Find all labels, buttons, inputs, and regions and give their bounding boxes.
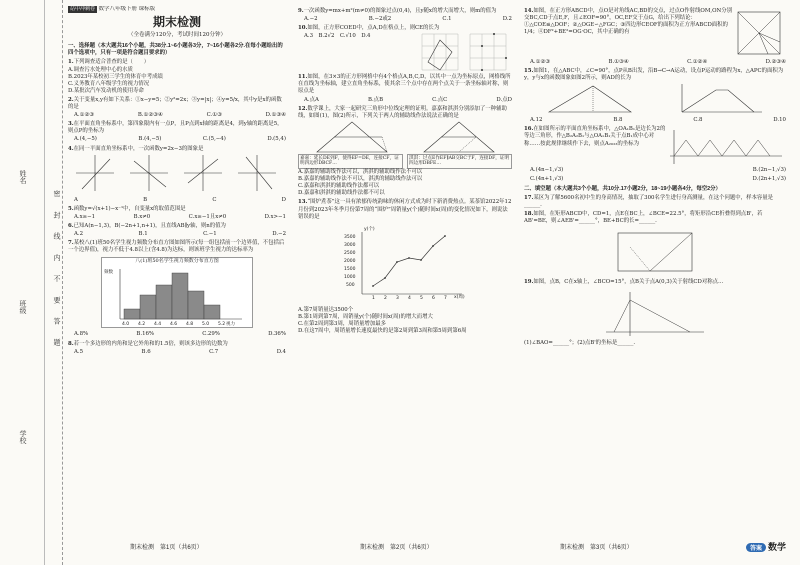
svg-text:2500: 2500 [344, 250, 356, 256]
question-13: 13.“围炉煮茶”这一具有浓郁传统韵味的休闲方式成为时下新消费热点。某茶馆2022年12月份到2023年冬季月份第7周的“围炉”周销量y(个)随时间x(周)的变化情况如下，则说法错误的是 [298, 199, 512, 220]
option: C.义务教育八年级学生的视力情况 [68, 80, 150, 87]
question-11: 11.如图，在3×3的正方形网格中有4个格点A,B,C,D，以其中一点为坐标原点，网格线所在直线为坐标轴，建立直角坐标系，使其余三个点中存在两个点关于一条坐标轴对称，则原点是 A.点A B.点B C.点C D.点D [298, 74, 512, 103]
svg-text:2000: 2000 [344, 258, 356, 264]
question-5: 5.函数y=√(x+1)−x⁻¹中，自变量x的取值范围是 A.x≥−1 B.x≠0 C.x≥−1且x≠0 D.x>−1 [68, 205, 286, 220]
svg-text:5: 5 [420, 295, 423, 301]
question-12: 12.数学课上，大家一起研究三角形中位线定理的证明。嘉嘉和淇淇分别添加了一种辅助线，如图(1)，图(2)所示，下列关于两人的辅助线作法说法正确的是 嘉嘉：延长DE到F，使得EF=DE，连接CF，证明四边形DBCF… 淇淇：过点E作EF∥AB交BC于F，连接DF，证明四边形DBFE… A.嘉嘉的辅助线作法可以，淇淇的辅助线作法不可以 B.嘉嘉的辅助线作法不可以，淇淇的辅助线作法可以 C.嘉嘉和淇淇的辅助线作法都可以 D.嘉嘉和淇淇的辅助线作法都不可以 [298, 106, 512, 198]
question-8: 8.若一个多边形的内角和是它外角和的1.5倍，则该多边形的边数为 A.5 B.6 C.7 D.4 [68, 340, 286, 355]
option: B.第1周到第7周，周销量y(个)随时间x(周)的增大而增大 [298, 313, 433, 320]
svg-text:4.2: 4.2 [138, 322, 146, 328]
figure-15-1 [545, 82, 635, 116]
figure-12-2 [414, 120, 504, 154]
question-14: 14.如图，在正方形ABCD中，点O是对角线AC,BD的交点，过点O作射线OM,ON分别交BC,CD于点E,F，且∠EOF=90°，OC,EF交于点G，给出下列结论：①△COE≌△DOF；②△OGE∽△FGC；③四边形CEOF的面积为正方形ABCD面积的1/4；④DF²+BE²=OG·OC，其中正确的有 A.①②③ B.①③④ C.①②④ D.②③④ [524, 8, 786, 65]
footer-page-1: 期末检测 第1页（共6页） [130, 545, 203, 551]
histogram-figure [101, 257, 253, 328]
line-chart-figure [330, 224, 480, 304]
q19-blanks: (1)∠BAO=______°；(2)点B'的坐标是______. [524, 340, 636, 347]
option: C.嘉嘉和淇淇的辅助线作法都可以 [298, 183, 380, 190]
line-chart [330, 224, 480, 304]
figure-15-2 [676, 82, 766, 116]
footer-page-2: 期末检测 第2页（共6页） [360, 545, 433, 551]
figure-19 [600, 288, 710, 338]
figure-16 [666, 126, 786, 166]
question-7: 7.某校八(1)班50名学生视力频数分布直方图如图所示(每一组包括前一个边界值，不包括后一个边界值)，视力不低于4.8以上(含4.8)为达标，则该班学生视力的达标率为 [68, 240, 285, 254]
question-18: 18.如图，在矩形ABCD中，CD=1，点E在BC上，∠BCE=22.5°，将矩形沿CE折叠得到点B'，若AB'=BE，则∠AEB'=______°，BE+BC的长=______. [524, 210, 763, 224]
svg-text:3500: 3500 [344, 234, 356, 240]
svg-text:6: 6 [432, 295, 435, 301]
option: A.调查污水处理中心的水质 [68, 66, 133, 73]
svg-text:1000: 1000 [344, 274, 356, 280]
svg-text:4.4: 4.4 [154, 322, 162, 328]
exam-meta: （全卷满分120分，考试时间120分钟） [128, 32, 226, 39]
option: D.在这7周中，周销量增长速度最快的是第2周到第3周和第5周到第6周 [298, 327, 467, 334]
footer-page-3: 期末检测 第3页（共6页） [560, 545, 633, 551]
question-15: 15.如图1，在△ABC中，∠C=90°，点P从B出发，沿B→C→A运动，设点P运动的路程为x，△APC的面积为y，y与x的函数图象如图2所示，则AD的长为 A.12 B.8 C.8 D.10 [524, 68, 786, 124]
class-label: 班级 [19, 300, 27, 314]
question-17: 17.某区为了解5600名初中生的身高情况，抽取了300名学生进行身高测量，在这个问题中，样本容量是______. [524, 194, 774, 208]
header-subject: 数学八年级下册 课标版 [98, 6, 156, 12]
question-19: 19.如图，点B，C在x轴上，∠BCO=15°，点B关于点A(0,3)关于射线CD对称点… [524, 279, 724, 286]
qiqi-method: 淇淇：过点E作EF∥AB交BC于F，连接DF，证明四边形DBFE… [407, 154, 512, 169]
svg-text:3000: 3000 [344, 242, 356, 248]
subject-logo [746, 540, 786, 553]
question-16: 16.在如图所示的平面直角坐标系中，△OA₁B₁是边长为2的等边三角形，作△B₂A₂B₁与△OA₁B₁关于点B₁成中心对称……按此规律继续作下去，则点A₂₀₂₃的坐标为 A.(4n−1,√3) B.(2n−1,√3) C.(4n+1,√3) D.(2n+1,√3) [524, 126, 786, 183]
question-10: 10.如图，正方形COED中，点A,D在格点上，则CE的长为 A.3 B.2√2 C.√10 D.4 [298, 25, 512, 72]
question-6: 6.已知A(n−1,3)，B(−2n+1,n+1)，且直线AB∥y轴，则n的值为 A.2 B.1 C.−1 D.−2 [68, 222, 286, 238]
binding-strip [0, 0, 63, 565]
svg-text:x(周): x(周) [454, 294, 465, 300]
page-3-column [524, 6, 786, 544]
svg-text:7: 7 [444, 295, 447, 301]
page-header [68, 6, 286, 13]
svg-text:3: 3 [396, 295, 399, 301]
question-2: 2.关于变量x,y有如下关系：①x−y=5；②y²=2x；③y=|x|；④y=5/x，其中y是x的函数的是 A.①②③ B.①②③④ C.①③ D.①③④ [68, 96, 286, 119]
svg-text:视力: 视力 [226, 322, 235, 328]
section-2-heading: 二、填空题（本大题共3个小题，共10分.17小题2分，18~19小题各4分，每空2分） [524, 185, 721, 192]
logo-subject: 数学 [767, 542, 786, 552]
q4-graph-options [68, 153, 286, 193]
question-4: 4.在同一平面直角坐标系中，一次函数y=2x−3的图象是 A B C D [68, 145, 286, 203]
svg-text:5.0: 5.0 [202, 322, 210, 328]
svg-text:4.6: 4.6 [170, 322, 178, 328]
svg-text:频数: 频数 [104, 270, 113, 276]
question-1: 1.下列调查适合普查的是（ ） A.调查污水处理中心的水质 B.2023年某校初三学生的体育中考成绩 C.义务教育八年级学生的视力情况 D.某批次汽车发动机的使用寿命 [68, 59, 286, 94]
logo-badge: 答案 [746, 543, 766, 552]
name-label: 姓名 [19, 170, 27, 184]
option: C.在第2周到第3周，周销量增加最多 [298, 320, 386, 327]
svg-text:4.8: 4.8 [186, 322, 194, 328]
figure-12-1 [307, 120, 397, 154]
page-title: 期末检测 [152, 15, 201, 30]
question-9: 9.一次函数y=mx+m²(m≠0)的图象过点(0,4)，且y随x的增大而增大，则m的值为 A.−2 B.−2或2 C.1 D.2 [298, 8, 512, 23]
option: A.嘉嘉的辅助线作法可以，淇淇的辅助线作法不可以 [298, 169, 423, 176]
seal-line [44, 0, 45, 565]
figure-14 [732, 8, 786, 58]
svg-text:y(个): y(个) [364, 226, 375, 232]
option: D.某批次汽车发动机的使用寿命 [68, 87, 144, 94]
header-tag: 站中冲刺卷 [70, 6, 96, 12]
option: D.嘉嘉和淇淇的辅助线作法都不可以 [298, 190, 385, 197]
svg-text:5.2: 5.2 [218, 322, 226, 328]
histogram [102, 265, 252, 327]
page-2-column [298, 6, 512, 544]
option: B.嘉嘉的辅助线作法不可以，淇淇的辅助线作法可以 [298, 176, 423, 183]
school-label: 学校 [19, 430, 27, 444]
svg-text:4: 4 [408, 295, 411, 301]
grid-figure-10 [420, 32, 466, 72]
svg-text:4.0: 4.0 [122, 322, 130, 328]
option: A.第7周销量达3500个 [298, 306, 354, 313]
section-1-heading: 一、选择题（本大题共16个小题，共38分.1~6小题各3分，7~16小题各2分.在每小题给出的四个选项中，只有一项是符合题目要求的） [68, 43, 283, 57]
question-3: 3.在平面直角坐标系中，第四象限内有一点P，且P点到x轴的距离是4，到y轴的距离是5，则点P的坐标为 A.(4,−5) B.(4,−5) C.(5,−4) D.(5,4) [68, 121, 286, 143]
histogram-title: 八(1)班50名学生视力频数分布直方图 [135, 258, 219, 265]
svg-text:2: 2 [384, 295, 387, 301]
option: B.2023年某校初三学生的体育中考成绩 [68, 73, 163, 80]
jiajia-method: 嘉嘉：延长DE到F，使得EF=DE，连接CF，证明四边形DBCF… [298, 154, 403, 169]
svg-text:500: 500 [346, 282, 355, 288]
grid-figure-11 [466, 32, 512, 72]
svg-text:1500: 1500 [344, 266, 356, 272]
svg-text:1: 1 [372, 295, 375, 301]
figure-18 [610, 227, 700, 277]
page-1-column: 站中冲刺卷 数学八年级下册 课标版 期末检测 （全卷满分120分，考试时间120分钟） 一、选择题（本大题共16个小题，共38分.1~6小题各3分，7~16小题各2分.在每小题给出的四个选项中，只有一项是符合题目要求的） 1.下列调查适合普查的是（ ） A.调查污水处理中心的水质 B.2023年某校初三学生的体育中考成绩 C.义务教育八年级学生的视力情况 D.某批次汽车发动机的使用寿命 2.关于变量x,y有如下关系：①x−y=5；②y²=2x；③y=|x|；④y=5/x，其中y是x的函数的是 A.①②③ B.①②③④ C.①③ D.①③④ 3.在平面直角坐标系中，第四象限内有一点P，且P点到x轴的距离是4，到y轴的距离是5，则点P的坐标为 A.(4,−5) B.(4,−5) C.(5,−4) D.(5,4) 4.在同一平面直角坐标系中，一次函数y=2x−3的图象是 A B C D 5.函数y=√(x+1)−x⁻¹中，自变量x的取值范围是 A.x≥−1 B.x≠0 C.x≥−1且x≠0 D.x>−1 6.已知A(n−1,3)，B(−2n+1,n+1)，且直线AB∥y轴，则n的值为 A.2 B.1 C.−1 D.−2 7.某校八(1)班50名学生视力频数分布直方图如图所示(每一组包括前一个边界值，不包括后一个边界值)，视力不低于4.8以上(含4.8)为达标，则该班学生视力的达标率为 八(1)班50名学生视力频数分布直方图 4.0 4.2 4.4 4.6 4.8 5.0 5.2 视力 频数 A.8% B.16% C.29% D.36% 8.若一个多边形的内角和是它外角和的1.5倍，则该多边形的边数为 A.5 B.6 C.7 D.4 [68, 6, 286, 355]
seal-warning: 密 封 线 内 不 要 答 题 [53, 190, 61, 352]
